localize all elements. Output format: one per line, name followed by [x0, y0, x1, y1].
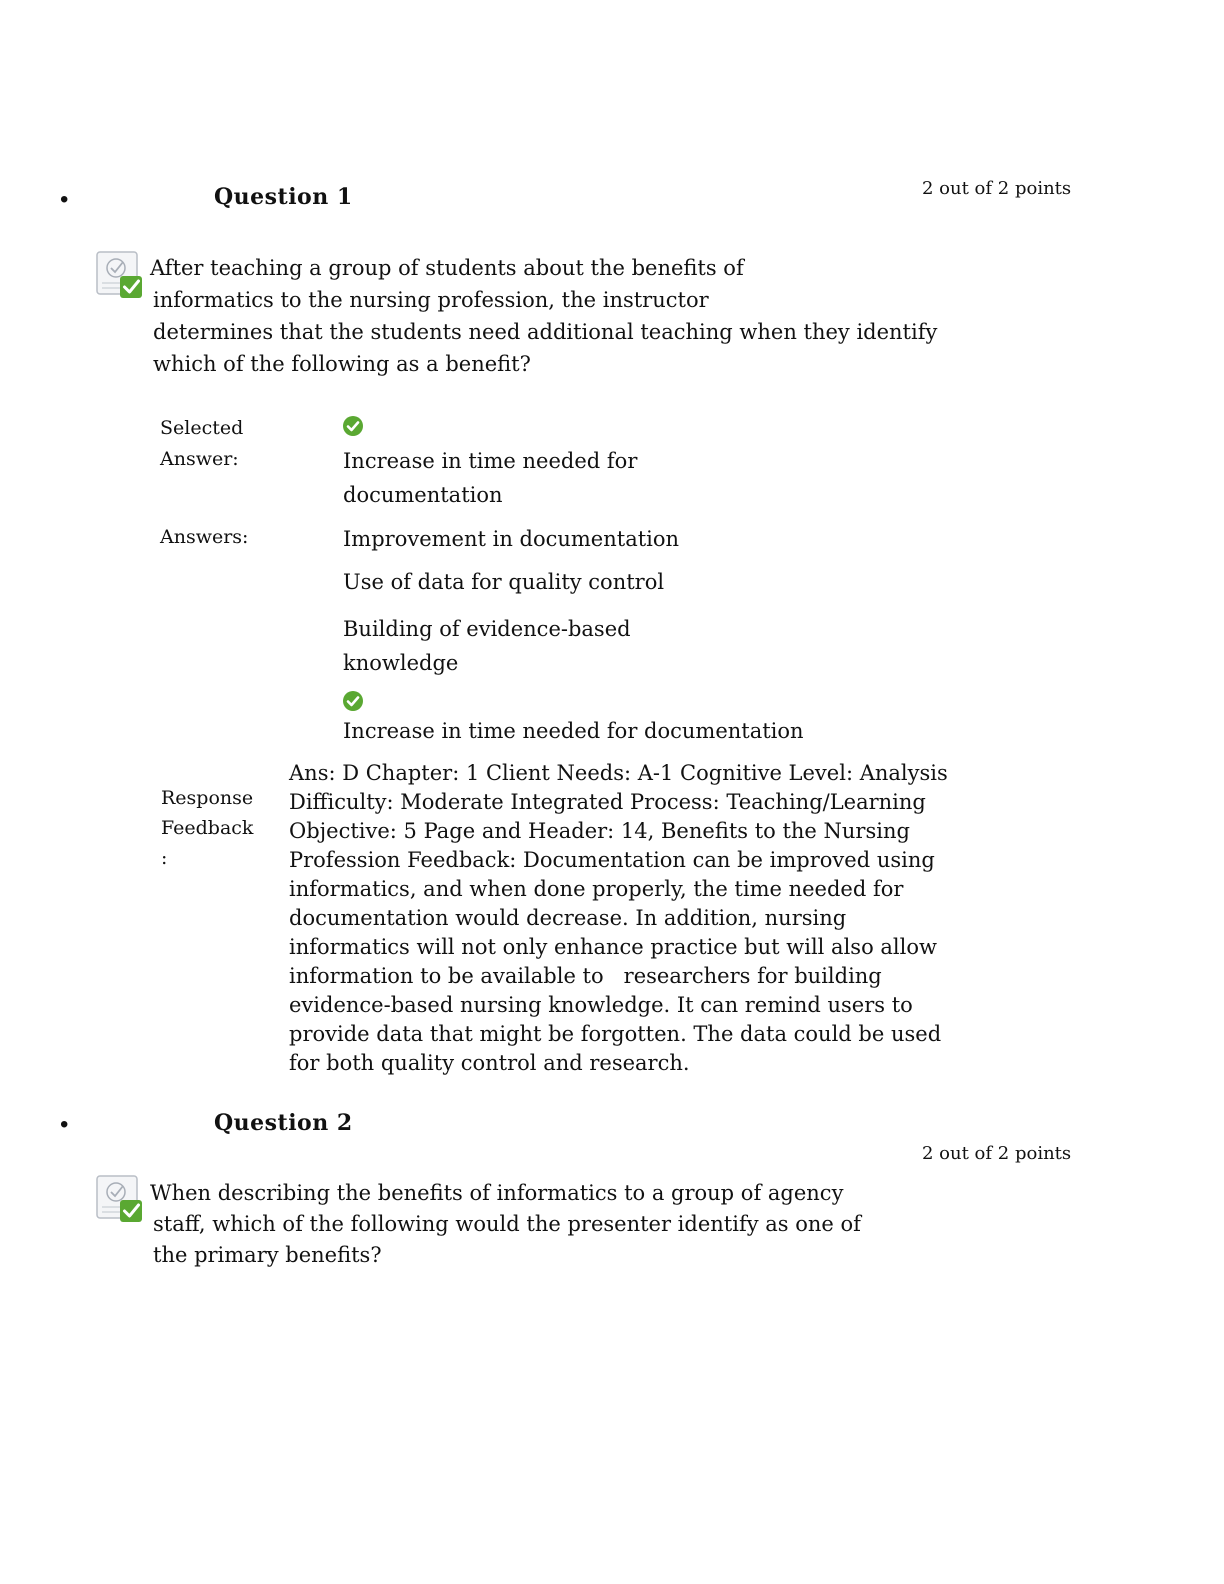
- question-text-line: After teaching a group of students about the benefits of: [150, 256, 744, 280]
- label-line: Feedback: [161, 817, 254, 839]
- answer-line: Building of evidence-based: [343, 617, 631, 641]
- question-1-title: Question 1: [214, 184, 353, 210]
- label-line: :: [161, 847, 168, 869]
- question-2-title: Question 2: [214, 1110, 353, 1136]
- answer-line: Improvement in documentation: [343, 527, 680, 551]
- feedback-line: evidence-based nursing knowledge. It can remind users to: [289, 993, 913, 1017]
- selected-answer-label: [160, 413, 243, 475]
- selected-answer-text: [343, 444, 637, 512]
- label-line: Response: [161, 787, 254, 809]
- question-text-line: informatics to the nursing profession, the instructor: [153, 288, 709, 312]
- label-line: Answer:: [160, 448, 239, 470]
- graded-correct-icon: [96, 250, 146, 300]
- response-feedback-text: [289, 759, 948, 1078]
- feedback-line: for both quality control and research.: [289, 1051, 690, 1075]
- question-text-line: When describing the benefits of informatics to a group of agency: [150, 1181, 844, 1205]
- feedback-line: Profession Feedback: Documentation can be improved using: [289, 848, 935, 872]
- feedback-line: Ans: D Chapter: 1 Client Needs: A-1 Cognitive Level: Analysis: [289, 761, 948, 785]
- feedback-line: informatics will not only enhance practice but will also allow: [289, 935, 937, 959]
- answer-line: Increase in time needed for: [343, 449, 638, 473]
- answer-line: Increase in time needed for documentation: [343, 719, 804, 743]
- answer-option: [343, 522, 679, 556]
- feedback-line: information to be available to researchers for building: [289, 964, 882, 988]
- question-1-text: [150, 252, 937, 380]
- answer-option-correct: [343, 714, 804, 748]
- response-feedback-label: [161, 783, 253, 873]
- question-2-points: 2 out of 2 points: [922, 1143, 1072, 1164]
- answer-line: knowledge: [343, 651, 459, 675]
- question-text-line: staff, which of the following would the presenter identify as one of: [153, 1212, 861, 1236]
- feedback-line: provide data that might be forgotten. The data could be used: [289, 1022, 942, 1046]
- feedback-line: Objective: 5 Page and Header: 14, Benefits to the Nursing: [289, 819, 910, 843]
- correct-check-icon: [342, 415, 364, 437]
- list-bullet: •: [60, 186, 69, 213]
- feedback-line: Difficulty: Moderate Integrated Process: Teaching/Learning: [289, 790, 926, 814]
- answer-option: [343, 565, 664, 599]
- question-text-line: which of the following as a benefit?: [153, 352, 531, 376]
- answers-label: Answers:: [160, 526, 249, 548]
- list-bullet: •: [60, 1111, 69, 1138]
- question-text-line: determines that the students need additional teaching when they identify: [153, 320, 938, 344]
- feedback-line: documentation would decrease. In addition, nursing: [289, 906, 847, 930]
- question-text-line: the primary benefits?: [153, 1243, 382, 1267]
- question-2-text: [150, 1178, 861, 1271]
- question-1-points: 2 out of 2 points: [922, 178, 1072, 199]
- answer-option: [343, 612, 631, 680]
- correct-check-icon: [342, 690, 364, 712]
- answer-line: documentation: [343, 483, 503, 507]
- feedback-line: informatics, and when done properly, the time needed for: [289, 877, 904, 901]
- graded-correct-icon: [96, 1174, 146, 1224]
- label-line: Selected: [160, 417, 244, 439]
- answer-line: Use of data for quality control: [343, 570, 665, 594]
